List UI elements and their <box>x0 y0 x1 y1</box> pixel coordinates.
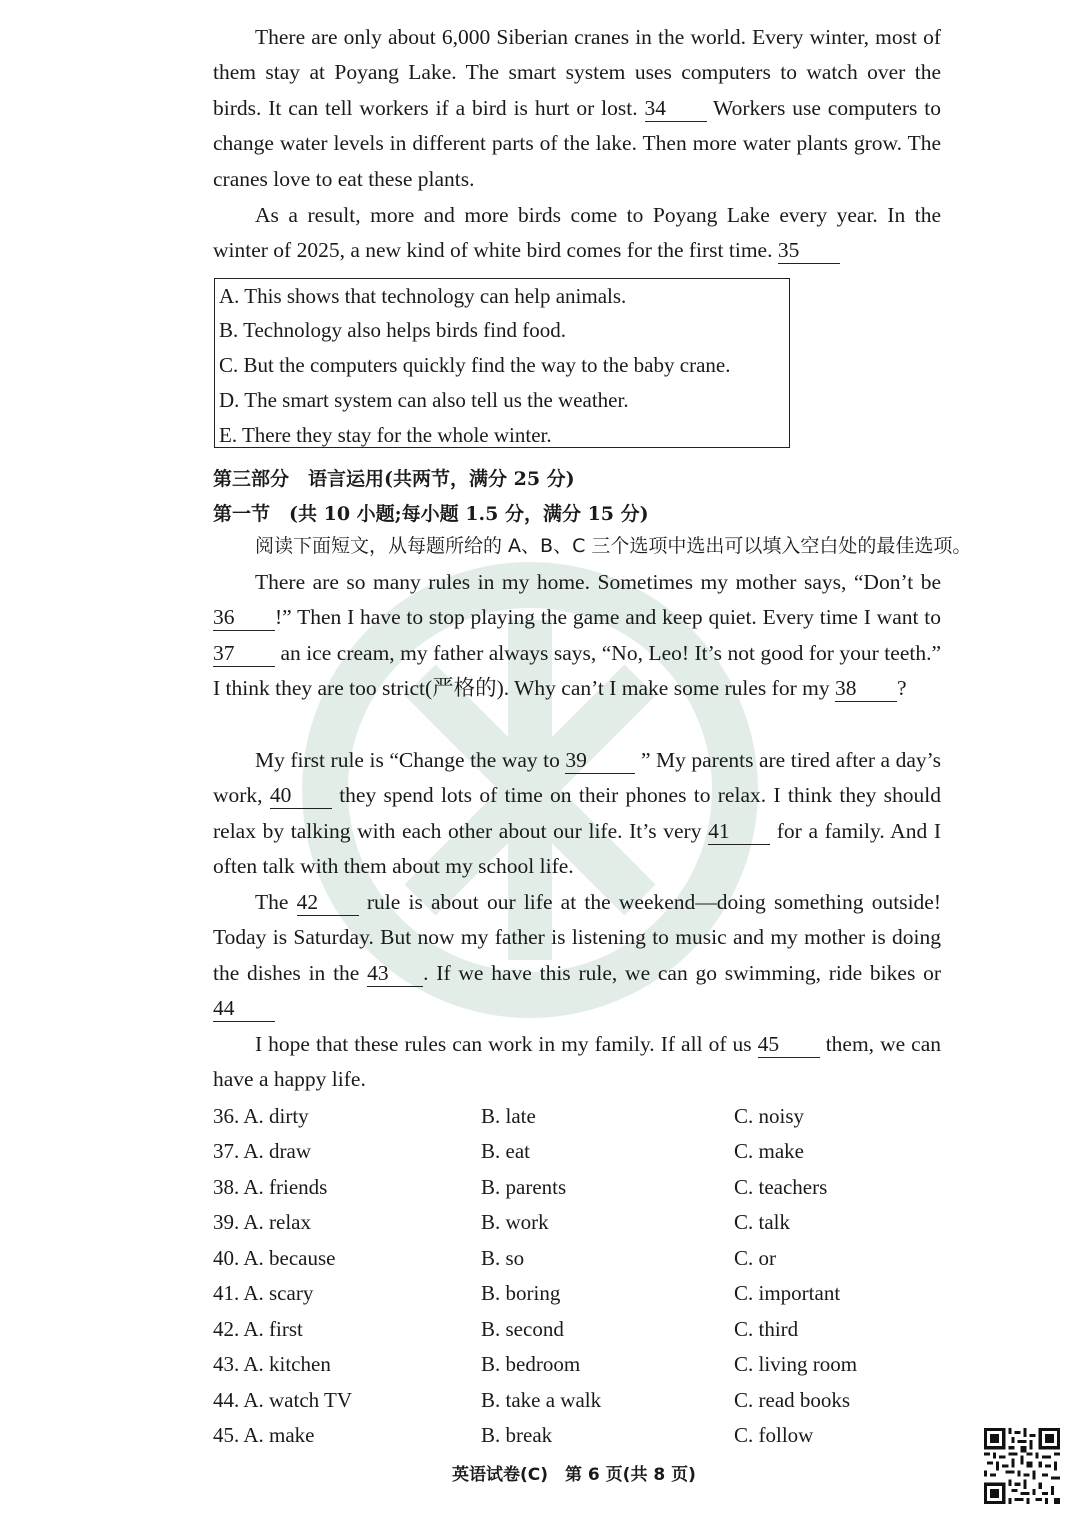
blank-41: 41 <box>708 818 770 845</box>
blank-34: 34 <box>645 95 707 122</box>
option-box <box>214 278 790 448</box>
instruction: 阅读下面短文，从每题所给的 A、B、C 三个选项中选出可以填入空白处的最佳选项。 <box>255 535 972 557</box>
question-36-option-c[interactable]: C. noisy <box>734 1104 805 1128</box>
question-44-option-a[interactable]: 44. A. watch TV <box>213 1388 353 1412</box>
part3-title: 第三部分 语言运用(共两节，满分 25 分) <box>213 468 575 490</box>
passage-paragraph-1 <box>213 20 941 197</box>
page-footer: 英语试卷(C) 第 6 页(共 8 页) <box>452 1465 696 1485</box>
question-45-option-b[interactable]: B. break <box>481 1423 553 1447</box>
blank-43: 43 <box>367 960 423 987</box>
blank-37: 37 <box>213 640 275 667</box>
cloze-text: The <box>255 890 289 914</box>
question-40-option-c[interactable]: C. or <box>734 1246 776 1270</box>
question-42-option-c[interactable]: C. third <box>734 1317 799 1341</box>
question-37-option-c[interactable]: C. make <box>734 1139 804 1163</box>
qr-code-icon <box>984 1428 1060 1504</box>
cloze-text: I hope that these rules can work in my family. If all of us <box>255 1032 752 1056</box>
question-36-option-b[interactable]: B. late <box>481 1104 536 1128</box>
question-43-option-a[interactable]: 43. A. kitchen <box>213 1352 331 1376</box>
option-c: C. But the computers quickly find the way to the baby crane. <box>219 353 731 377</box>
question-41-option-c[interactable]: C. important <box>734 1281 841 1305</box>
question-39-option-b[interactable]: B. work <box>481 1210 549 1234</box>
question-40-option-a[interactable]: 40. A. because <box>213 1246 336 1270</box>
cloze-text: they spend lots of time on their phones to relax. I think they should relax by talking with each other about our life. It’s very <box>213 783 942 843</box>
option-a: A. This shows that technology can help animals. <box>219 284 627 308</box>
question-43-option-c[interactable]: C. living room <box>734 1352 858 1376</box>
cloze-paragraph-1 <box>213 565 941 707</box>
question-45-option-c[interactable]: C. follow <box>734 1423 814 1447</box>
question-45-option-a[interactable]: 45. A. make <box>213 1423 315 1447</box>
question-37-option-b[interactable]: B. eat <box>481 1139 530 1163</box>
blank-45: 45 <box>758 1031 820 1058</box>
cloze-text: ? <box>896 676 907 701</box>
blank-40: 40 <box>270 782 332 809</box>
blank-36: 36 <box>213 604 275 631</box>
option-d: D. The smart system can also tell us the weather. <box>219 388 629 412</box>
cloze-text: ” My parents are tired after a day’s work, <box>213 748 941 808</box>
blank-39: 39 <box>565 747 635 774</box>
blank-35: 35 <box>778 237 840 264</box>
cloze-text: . If we have this rule, we can go swimming, ride bikes or <box>423 960 942 985</box>
cloze-text: My first rule is “Change the way to <box>255 748 560 772</box>
cloze-text: for a family. And I often talk with them about my school life. <box>213 818 941 879</box>
blank-42: 42 <box>297 889 359 916</box>
question-43-option-b[interactable]: B. bedroom <box>481 1352 581 1376</box>
question-36-option-a[interactable]: 36. A. dirty <box>213 1104 309 1128</box>
cloze-paragraph-3 <box>213 885 941 1027</box>
question-39-option-a[interactable]: 39. A. relax <box>213 1210 311 1234</box>
question-37-option-a[interactable]: 37. A. draw <box>213 1139 311 1163</box>
blank-44: 44 <box>213 995 275 1022</box>
question-44-option-c[interactable]: C. read books <box>734 1388 851 1412</box>
cloze-text: an ice cream, my father always says, “No, Leo! It’s not good for your teeth.” I think they are too strict(严格的). Why can’t I make some rules for my <box>213 640 941 701</box>
question-42-option-b[interactable]: B. second <box>481 1317 564 1341</box>
passage-text: There are only about 6,000 Siberian cranes in the world. Every winter, most of them stay at Poyang Lake. The smart system uses computers to watch over the birds. It can tell workers if a bird is hurt or lost. <box>213 25 941 120</box>
question-41-option-a[interactable]: 41. A. scary <box>213 1281 314 1305</box>
cloze-paragraph-4 <box>213 1027 941 1098</box>
question-41-option-b[interactable]: B. boring <box>481 1281 561 1305</box>
question-39-option-c[interactable]: C. talk <box>734 1210 790 1234</box>
question-38-option-a[interactable]: 38. A. friends <box>213 1175 328 1199</box>
option-e: E. There they stay for the whole winter. <box>219 423 552 447</box>
section1-title: 第一节 (共 10 小题;每小题 1.5 分，满分 15 分) <box>213 503 649 525</box>
option-b: B. Technology also helps birds find food. <box>219 318 566 342</box>
question-44-option-b[interactable]: B. take a walk <box>481 1388 602 1412</box>
question-40-option-b[interactable]: B. so <box>481 1246 525 1270</box>
passage-text: As a result, more and more birds come to Poyang Lake every year. In the winter of 2025, a new kind of white bird comes for the first time. <box>213 203 941 263</box>
cloze-text: them, we can have a happy life. <box>213 1032 942 1092</box>
cloze-paragraph-2 <box>213 743 941 885</box>
cloze-text: rule is about our life at the weekend—doing something outside! Today is Saturday. But now my father is listening to music and my mother is doing the dishes in the <box>213 890 941 985</box>
blank-38: 38 <box>835 675 897 702</box>
cloze-text: There are so many rules in my home. Sometimes my mother says, “Don’t be <box>255 570 941 594</box>
passage-paragraph-2 <box>213 198 941 269</box>
question-38-option-c[interactable]: C. teachers <box>734 1175 828 1199</box>
question-42-option-a[interactable]: 42. A. first <box>213 1317 303 1341</box>
passage-text: Workers use computers to change water levels in different parts of the lake. Then more water plants grow. The cranes love to eat these plants. <box>213 95 941 191</box>
cloze-text: !” Then I have to stop playing the game and keep quiet. Every time I want to <box>275 605 941 630</box>
question-38-option-b[interactable]: B. parents <box>481 1175 567 1199</box>
